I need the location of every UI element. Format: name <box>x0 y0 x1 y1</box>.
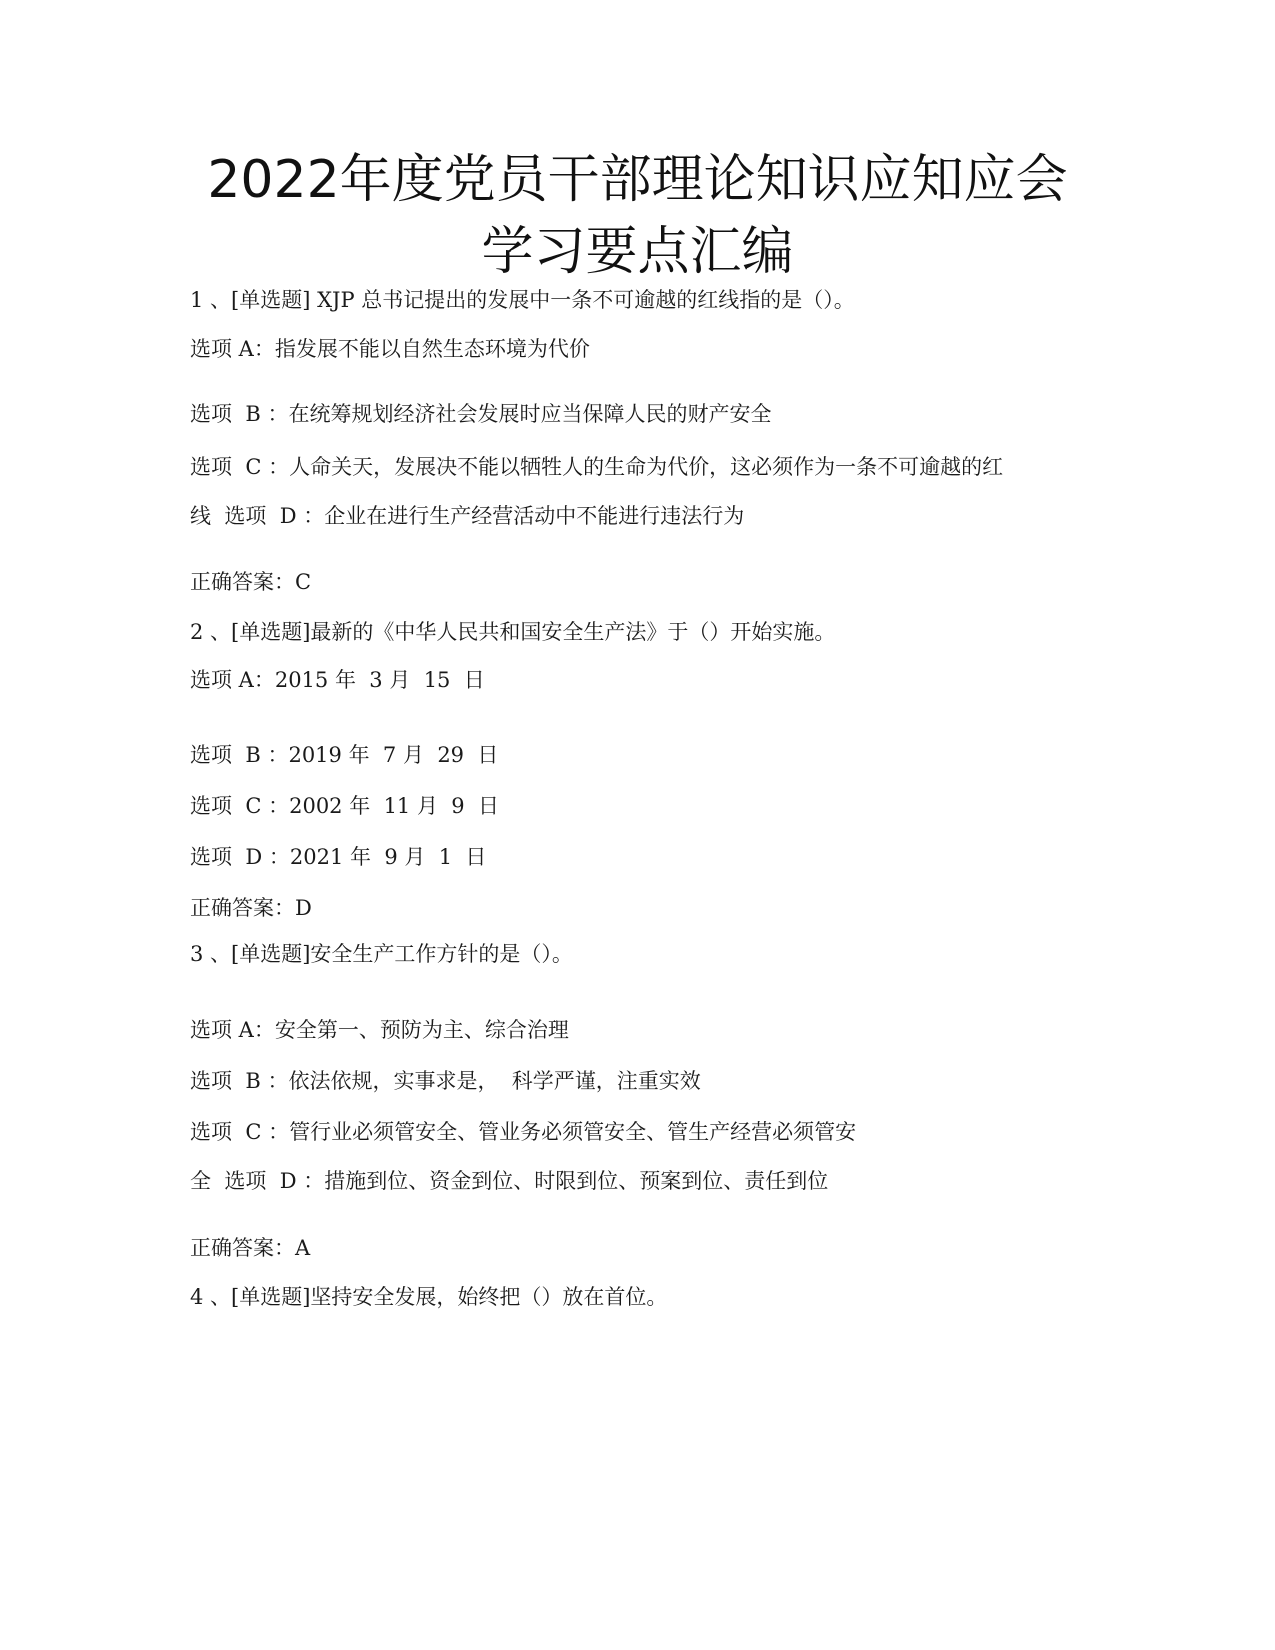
question-2-answer: 正确答案：D <box>190 896 312 920</box>
question-1-option-b: 选项 B ：在统筹规划经济社会发展时应当保障人民的财产安全 <box>190 402 772 426</box>
question-3-option-d: 全 选项 D ：措施到位、资金到位、时限到位、预案到位、责任到位 <box>190 1169 829 1193</box>
question-1-answer: 正确答案：C <box>190 570 312 594</box>
document-title-line2: 学习要点汇编 <box>481 222 794 282</box>
question-1-option-d: 线 选项 D ：企业在进行生产经营活动中不能进行违法行为 <box>190 504 745 528</box>
question-3-option-c: 选项 C ：管行业必须管安全、管业务必须管安全、管生产经营必须管安 <box>190 1120 857 1144</box>
question-3: 3 、[单选题]安全生产工作方针的是（）。 <box>190 942 573 966</box>
question-2-option-b: 选项 B ：2019 年 7 月 29 日 <box>190 743 499 767</box>
question-2: 2 、[单选题]最新的《中华人民共和国安全生产法》于（）开始实施。 <box>190 620 836 644</box>
question-1-option-a: 选项 A：指发展不能以自然生态环境为代价 <box>190 337 590 361</box>
question-2-option-c: 选项 C ：2002 年 11 月 9 日 <box>190 794 500 818</box>
question-1: 1 、[单选题] XJP 总书记提出的发展中一条不可逾越的红线指的是（）。 <box>190 288 855 312</box>
question-2-option-d: 选项 D ：2021 年 9 月 1 日 <box>190 845 487 869</box>
document-title-line1: 2022年度党员干部理论知识应知应会 <box>207 150 1068 210</box>
question-3-answer: 正确答案：A <box>190 1236 311 1260</box>
question-1-option-c: 选项 C ：人命关天，发展决不能以牺牲人的生命为代价，这必须作为一条不可逾越的红 <box>190 455 1004 479</box>
question-3-option-b: 选项 B ：依法依规，实事求是， 科学严谨，注重实效 <box>190 1069 701 1093</box>
question-3-option-a: 选项 A：安全第一、预防为主、综合治理 <box>190 1018 569 1042</box>
question-2-option-a: 选项 A：2015 年 3 月 15 日 <box>190 668 485 692</box>
question-4: 4 、[单选题]坚持安全发展，始终把（）放在首位。 <box>190 1285 668 1309</box>
